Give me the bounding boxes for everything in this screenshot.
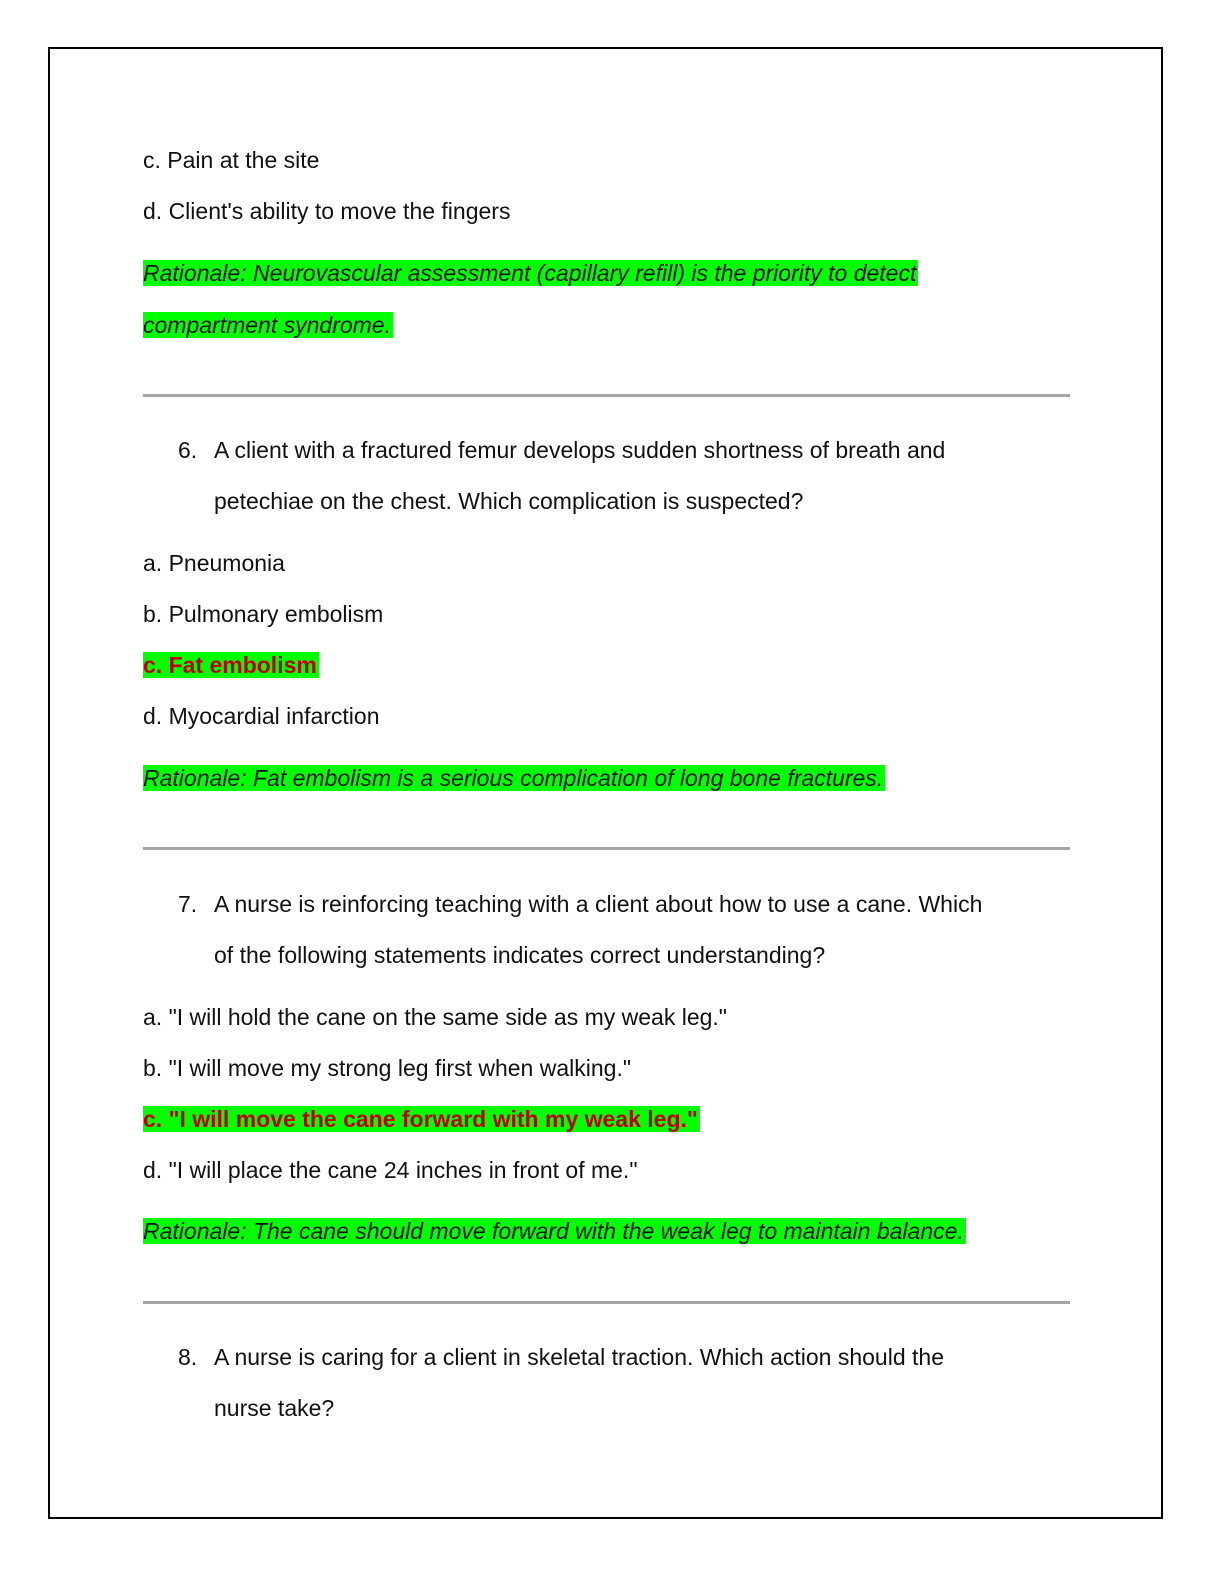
q6-rationale: Rationale: Fat embolism is a serious complication of long bone fractures. xyxy=(143,765,884,791)
q6-option-d: d. Myocardial infarction xyxy=(143,703,380,729)
q7-correct-answer: c. "I will move the cane forward with my weak leg." xyxy=(143,1106,698,1132)
q7-stem-line2: of the following statements indicates correct understanding? xyxy=(214,942,826,968)
q7-option-b: b. "I will move my strong leg first when walking." xyxy=(143,1055,631,1081)
q6-rationale-row xyxy=(143,763,885,793)
q6-stem-line2: petechiae on the chest. Which complication is suspected? xyxy=(214,488,804,514)
q6-number: 6. xyxy=(178,437,198,463)
q5-option-d: d. Client's ability to move the fingers xyxy=(143,198,511,224)
divider-3 xyxy=(143,1301,1070,1304)
q5-option-c: c. Pain at the site xyxy=(143,147,320,173)
q7-option-d: d. "I will place the cane 24 inches in front of me." xyxy=(143,1157,638,1183)
q6-option-b: b. Pulmonary embolism xyxy=(143,601,384,627)
q8-stem-line1: A nurse is caring for a client in skeletal traction. Which action should the xyxy=(214,1344,944,1370)
divider-1 xyxy=(143,394,1070,397)
q8-stem-line2: nurse take? xyxy=(214,1395,335,1421)
q8-number: 8. xyxy=(178,1344,198,1370)
q6-option-c-row xyxy=(143,650,319,680)
q7-rationale: Rationale: The cane should move forward with the weak leg to maintain balance. xyxy=(143,1218,964,1244)
q6-stem-line1: A client with a fractured femur develops sudden shortness of breath and xyxy=(214,437,946,463)
q7-stem-line1: A nurse is reinforcing teaching with a client about how to use a cane. Which xyxy=(214,891,983,917)
q7-option-a: a. "I will hold the cane on the same side as my weak leg." xyxy=(143,1004,727,1030)
q6-correct-answer: c. Fat embolism xyxy=(143,652,317,678)
q7-option-c-row xyxy=(143,1104,700,1134)
q5-rationale-text-1: Rationale: Neurovascular assessment (capillary refill) is the priority to detect xyxy=(143,260,917,286)
q6-option-a: a. Pneumonia xyxy=(143,550,285,576)
q7-rationale-row xyxy=(143,1216,966,1246)
divider-2 xyxy=(143,847,1070,850)
q5-rationale-line1 xyxy=(143,258,918,288)
q5-rationale-line2 xyxy=(143,310,393,340)
q7-number: 7. xyxy=(178,891,198,917)
q5-rationale-text-2: compartment syndrome. xyxy=(143,312,391,338)
